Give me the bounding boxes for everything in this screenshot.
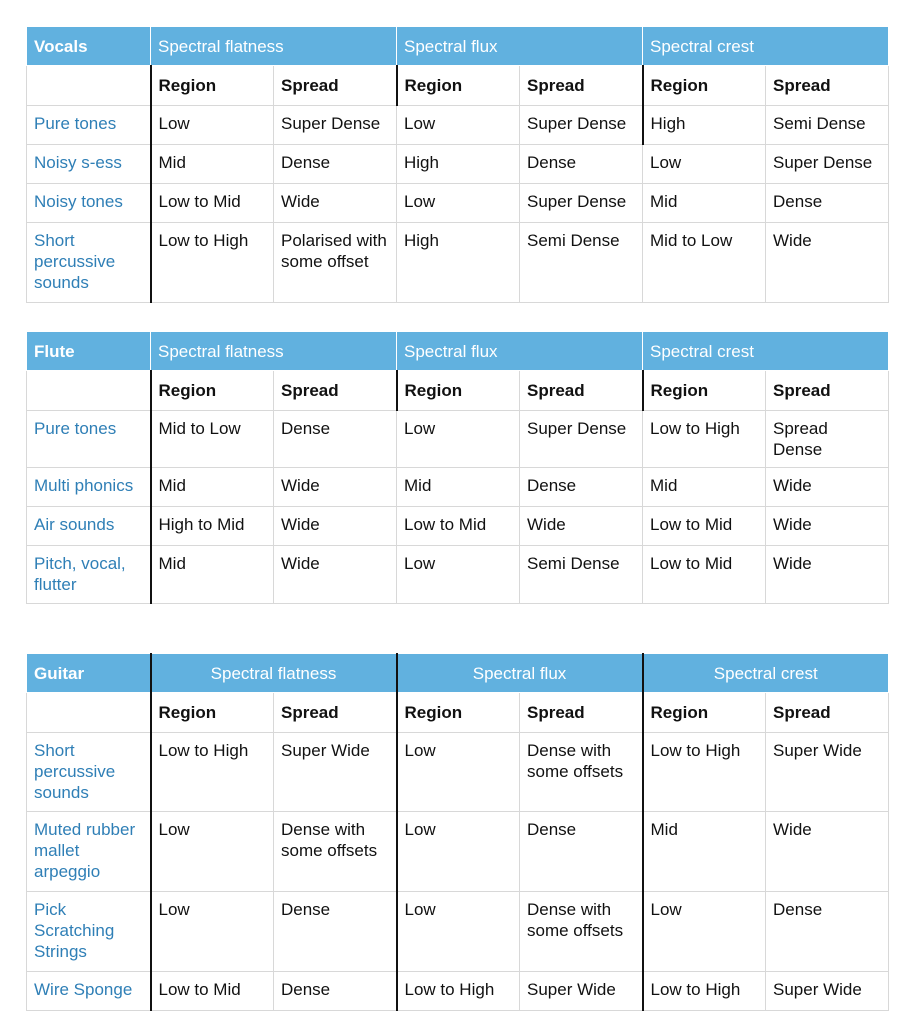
table-row <box>27 546 889 604</box>
table-cell: Dense with some offsets <box>520 733 643 812</box>
subheader-row <box>27 693 889 733</box>
table-cell: Dense <box>520 812 643 892</box>
table-cell: Dense with some offsets <box>274 812 397 892</box>
table-cell: Low <box>643 145 766 184</box>
table-cell: Semi Dense <box>766 106 889 145</box>
table-cell: Semi Dense <box>520 546 643 604</box>
group-header: Spectral crest <box>643 27 889 66</box>
table-cell: Wide <box>520 507 643 546</box>
group-header: Spectral flux <box>397 27 643 66</box>
vocals-table <box>26 26 889 303</box>
table-cell: Low <box>151 892 274 972</box>
subheader-cell: Region <box>397 693 520 733</box>
row-label: Multi phonics <box>27 468 151 507</box>
table-cell: Dense <box>766 184 889 223</box>
row-label: Pure tones <box>27 411 151 468</box>
table-cell: Dense <box>520 468 643 507</box>
table-cell: Low <box>643 892 766 972</box>
subheader-row <box>27 371 889 411</box>
table-cell: Low to High <box>151 733 274 812</box>
table-cell: Wide <box>274 468 397 507</box>
subheader-cell: Region <box>397 66 520 106</box>
table-cell: Low to Mid <box>643 546 766 604</box>
table-title: Flute <box>27 332 151 371</box>
subheader-cell: Spread <box>766 371 889 411</box>
table-cell: Mid <box>643 468 766 507</box>
table-cell: Semi Dense <box>520 223 643 303</box>
table-cell: Dense <box>766 892 889 972</box>
table-title: Vocals <box>27 27 151 66</box>
table-cell: Mid <box>151 468 274 507</box>
table-row <box>27 411 889 468</box>
subheader-cell: Region <box>643 693 766 733</box>
table-row <box>27 145 889 184</box>
row-label: Pure tones <box>27 106 151 145</box>
table-cell: Wide <box>274 507 397 546</box>
table-row <box>27 184 889 223</box>
group-header: Spectral flux <box>397 654 643 693</box>
group-header: Spectral flatness <box>151 654 397 693</box>
subheader-cell: Spread <box>766 693 889 733</box>
table-cell: Super Wide <box>274 733 397 812</box>
row-label: Air sounds <box>27 507 151 546</box>
table-row <box>27 892 889 972</box>
table-row <box>27 733 889 812</box>
subheader-cell: Spread <box>520 693 643 733</box>
subheader-cell: Region <box>151 371 274 411</box>
subheader-cell: Region <box>151 66 274 106</box>
guitar-table <box>26 653 889 1011</box>
flute-table <box>26 331 889 604</box>
table-cell: Low to Mid <box>643 507 766 546</box>
table-cell: Super Dense <box>520 411 643 468</box>
table-row <box>27 812 889 892</box>
table-cell: Super Wide <box>520 972 643 1011</box>
table-cell: Dense <box>520 145 643 184</box>
table-cell: Wide <box>766 546 889 604</box>
table-header-row <box>27 654 889 693</box>
table-cell: Dense <box>274 972 397 1011</box>
row-label: Noisy s-ess <box>27 145 151 184</box>
table-cell: Mid <box>151 145 274 184</box>
table-cell: Wide <box>766 812 889 892</box>
row-label: Wire Sponge <box>27 972 151 1011</box>
table-cell: Dense with some offsets <box>520 892 643 972</box>
subheader-cell: Region <box>643 66 766 106</box>
table-cell: Wide <box>766 507 889 546</box>
table-cell: Low <box>397 184 520 223</box>
subheader-cell: Region <box>397 371 520 411</box>
table-cell: Low to Mid <box>397 507 520 546</box>
table-cell: Low to High <box>643 411 766 468</box>
table-cell: High <box>397 223 520 303</box>
group-header: Spectral flatness <box>151 27 397 66</box>
empty-cell <box>27 66 151 106</box>
table-cell: Mid <box>151 546 274 604</box>
row-label: Noisy tones <box>27 184 151 223</box>
table-row <box>27 223 889 303</box>
table-cell: High <box>643 106 766 145</box>
table-cell: Mid <box>397 468 520 507</box>
subheader-cell: Spread <box>274 371 397 411</box>
table-cell: Low <box>397 812 520 892</box>
table-cell: Mid <box>643 184 766 223</box>
group-header: Spectral flux <box>397 332 643 371</box>
group-header: Spectral flatness <box>151 332 397 371</box>
table-row <box>27 468 889 507</box>
subheader-cell: Region <box>151 693 274 733</box>
empty-cell <box>27 693 151 733</box>
table-header-row <box>27 27 889 66</box>
table-cell: Low to High <box>643 733 766 812</box>
group-header: Spectral crest <box>643 654 889 693</box>
table-cell: Wide <box>766 223 889 303</box>
table-cell: Low to High <box>397 972 520 1011</box>
table-cell: Low <box>397 106 520 145</box>
table-cell: Wide <box>274 546 397 604</box>
table-cell: Super Wide <box>766 972 889 1011</box>
table-cell: Wide <box>274 184 397 223</box>
table-cell: Dense <box>274 892 397 972</box>
table-cell: Super Wide <box>766 733 889 812</box>
row-label: Short percussive sounds <box>27 223 151 303</box>
subheader-row <box>27 66 889 106</box>
table-cell: Low to Mid <box>151 972 274 1011</box>
table-cell: Spread Dense <box>766 411 889 468</box>
table-cell: Mid to Low <box>151 411 274 468</box>
table-cell: Wide <box>766 468 889 507</box>
row-label: Muted rubber mallet arpeggio <box>27 812 151 892</box>
table-header-row <box>27 332 889 371</box>
table-cell: Super Dense <box>520 184 643 223</box>
table-row <box>27 106 889 145</box>
row-label: Pitch, vocal, flutter <box>27 546 151 604</box>
subheader-cell: Spread <box>520 371 643 411</box>
table-row <box>27 972 889 1011</box>
table-cell: Mid to Low <box>643 223 766 303</box>
table-cell: Polarised with some offset <box>274 223 397 303</box>
subheader-cell: Region <box>643 371 766 411</box>
empty-cell <box>27 371 151 411</box>
subheader-cell: Spread <box>274 66 397 106</box>
row-label: Short percussive sounds <box>27 733 151 812</box>
subheader-cell: Spread <box>766 66 889 106</box>
table-cell: Super Dense <box>520 106 643 145</box>
subheader-cell: Spread <box>274 693 397 733</box>
row-label: Pick Scratching Strings <box>27 892 151 972</box>
group-header: Spectral crest <box>643 332 889 371</box>
table-cell: Dense <box>274 145 397 184</box>
table-cell: Low <box>151 812 274 892</box>
table-cell: Low to High <box>151 223 274 303</box>
table-cell: Super Dense <box>274 106 397 145</box>
table-title: Guitar <box>27 654 151 693</box>
table-row <box>27 507 889 546</box>
table-cell: Low to Mid <box>151 184 274 223</box>
table-cell: Low to High <box>643 972 766 1011</box>
table-cell: Low <box>151 106 274 145</box>
table-cell: Low <box>397 892 520 972</box>
table-cell: Low <box>397 411 520 468</box>
table-cell: Mid <box>643 812 766 892</box>
table-cell: High <box>397 145 520 184</box>
table-cell: Low <box>397 733 520 812</box>
table-cell: Super Dense <box>766 145 889 184</box>
subheader-cell: Spread <box>520 66 643 106</box>
table-cell: High to Mid <box>151 507 274 546</box>
table-cell: Dense <box>274 411 397 468</box>
table-cell: Low <box>397 546 520 604</box>
